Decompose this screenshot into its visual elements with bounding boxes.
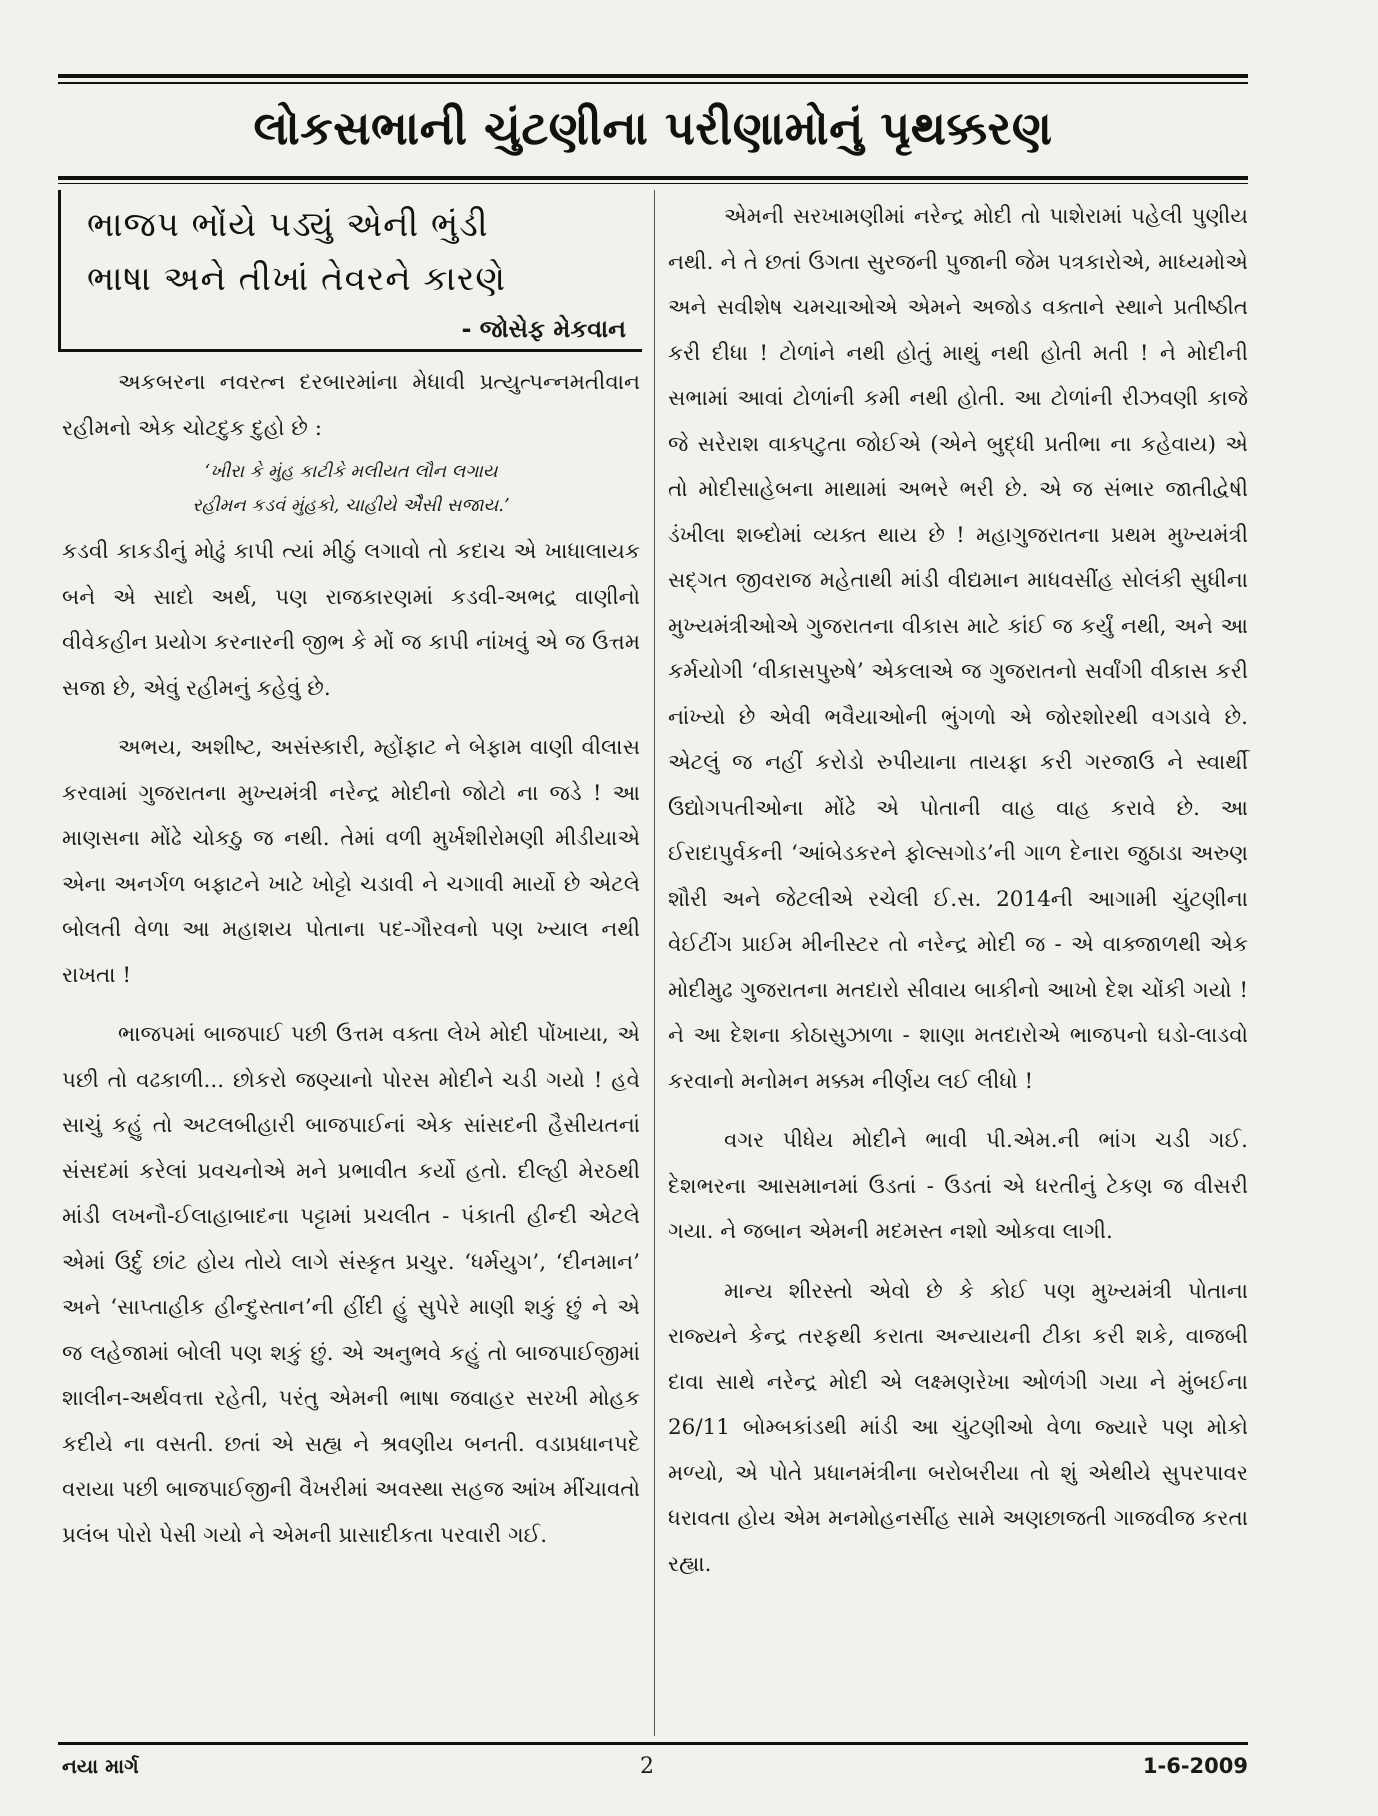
page-number: 2 <box>640 1754 654 1779</box>
paragraph: અભય, અશીષ્ટ, અસંસ્કારી, મ્હોંફાટ ને બેફામ વાણી વીલાસ કરવામાં ગુજરાતના મુખ્યમંત્રી નરેન્દ્ર મોદીનો જોટો ના જડે ! આ માણસના મોંઢે ચોકઠુ જ નથી. તેમાં વળી મુર્ખશીરોમણી મીડીયાએ એના અનર્ગળ બફાટને ખાટે ખોટ્ટો ચડાવી ને ચગાવી માર્યો છે એટલે બોલતી વેળા આ મહાશય પોતાના પદ-ગૌરવનો પણ ખ્યાલ નથી રાખતા ! <box>62 735 640 988</box>
couplet-quote <box>62 455 640 523</box>
top-rule <box>58 74 1248 84</box>
headline-rule <box>58 176 1248 184</box>
right-column <box>668 194 1248 1587</box>
paragraph: કડવી કાકડીનું મોઢું કાપી ત્યાં મીઠું લગાવો તો કદાચ એ ખાધાલાયક બને એ સાદો અર્થ, પણ રાજકારણમાં કડવી-અભદ્ર વાણીનો વીવેકહીન પ્રયોગ કરનારની જીભ કે મોં જ કાપી નાંખવું એ જ ઉત્તમ સજા છે, એવું રહીમનું કહેવું છે. <box>62 539 640 701</box>
left-column <box>62 360 640 1558</box>
publication-name: નયા માર્ગ <box>62 1754 139 1778</box>
page-headline: લોકસભાની ચુંટણીના પરીણામોનું પૃથક્કરણ <box>253 101 1053 155</box>
paragraph: ભાજપમાં બાજપાઈ પછી ઉત્તમ વક્તા લેખે મોદી પોંખાયા, એ પછી તો વઢકાળી... છોકરો જણ્યાનો પોરસ મોદીને ચડી ગયો ! હવે સાચું કહું તો અટલબીહારી બાજપાઈનાં એક સાંસદની હૈસીયતનાં સંસદમાં કરેલાં પ્રવચનોએ મને પ્રભાવીત કર્યો હતો. દીલ્હી મેરઠથી માંડી લખનૌ-ઈલાહાબાદના પટ્ટામાં પ્રચલીત - પંકાતી હીન્દી એટલે એમાં ઉર્દુ છાંટ હોય તોયે લાગે સંસ્કૃત પ્રચુર. ‘ધર્મયુગ’, ‘દીનમાન’ અને ‘સાપ્તાહીક હીન્દુસ્તાન’ની હીંદી હું સુપેરે માણી શકું છું ને એ જ લહેજામાં બોલી પણ શકું છું. એ અનુભવે કહું તો બાજપાઈજીમાં શાલીન-અર્થવત્તા રહેતી, પરંતુ એમની ભાષા જવાહર સરખી મોહક કદીયે ના વસતી. છતાં એ સહ્ય ને શ્રવણીય બનતી. વડાપ્રધાનપદે વરાયા પછી બાજપાઈજીની વૈખરીમાં અવસ્થા સહજ આંખ મીંચાવતો પ્રલંબ પોરો પેસી ગયો ને એમની પ્રાસાદીકતા પરવારી ગઈ. <box>62 1022 640 1548</box>
column-divider <box>654 190 655 1736</box>
article-title-box <box>58 190 642 352</box>
paragraph: માન્ય શીરસ્તો એવો છે કે કોઈ પણ મુખ્યમંત્રી પોતાના રાજ્યને કેન્દ્ર તરફથી કરાતા અન્યાયની ટીકા કરી શકે, વાજબી દાવા સાથે નરેન્દ્ર મોદી એ લક્ષ્મણરેખા ઓળંગી ગયા ને મુંબઈના 26/11 બોમ્બકાંડથી માંડી આ ચુંટણીઓ વેળા જ્યારે પણ મોકો મળ્યો, એ પોતે પ્રધાનમંત્રીના બરોબરીયા તો શું એથીયે સુપરપાવર ધરાવતા હોય એમ મનમોહનસીંહ સામે અણછાજતી ગાજવીજ કરતા રહ્યા. <box>668 1278 1248 1577</box>
article-title-line-2: ભાષા અને તીખાં તેવરને કારણે <box>87 259 507 299</box>
paragraph: એમની સરખામણીમાં નરેન્દ્ર મોદી તો પાશેરામાં પહેલી પુણીય નથી. ને તે છતાં ઉગતા સુરજની પુજાની જેમ પત્રકારોએ, માધ્યમોએ અને સવીશેષ ચમચાઓએ એમને અજોડ વક્તાને સ્થાને પ્રતીષ્ઠીત કરી દીધા ! ટોળાંને નથી હોતું માથું નથી હોતી મતી ! ને મોદીની સભામાં આવાં ટોળાંની કમી નથી હોતી. આ ટોળાંની રીઝવણી કાજે જે સરેરાશ વાક્પટુતા જોઈએ (એને બુદ્ધી પ્રતીભા ના કહેવાય) એ તો મોદીસાહેબના માથામાં અભરે ભરી છે. એ જ સંભાર જાતીદ્વેષી ડંખીલા શબ્દોમાં વ્યક્ત થાય છે ! મહાગુજરાતના પ્રથમ મુખ્યમંત્રી સદ્ગત જીવરાજ મહેતાથી માંડી વીદ્યમાન માધવસીંહ સોલંકી સુધીના મુખ્યમંત્રીઓએ ગુજરાતના વીકાસ માટે કાંઈ જ કર્યું નથી, અને આ કર્મયોગી ‘વીકાસપુરુષે’ એકલાએ જ ગુજરાતનો સર્વાંગી વીકાસ કરી નાંખ્યો છે એવી ભવૈયાઓની ભુંગળો એ જોરશોરથી વગડાવે છે. એટલું જ નહીં કરોડો રુપીયાના તાયફા કરી ગરજાઉ ને સ્વાર્થી ઉદ્યોગપતીઓના મોંઢે એ પોતાની વાહ વાહ કરાવે છે. આ ઈરાદાપુર્વકની ‘આંબેડકરને ફોલ્સગોડ’ની ગાળ દેનારા જુઠાડા અરુણ શૌરી અને જેટલીએ રચેલી ઈ.સ. 2014ની આગામી ચુંટણીના વેઈટીંગ પ્રાઈમ મીનીસ્ટર તો નરેન્દ્ર મોદી જ - એ વાક્જાળથી એક મોદીમુઢ ગુજરાતના મતદારો સીવાય બાકીનો આખો દેશ ચોંકી ગયો ! ને આ દેશના કોઠાસુઝાળા - શાણા મતદારોએ ભાજપનો ઘડો-લાડવો કરવાનો મનોમન મક્કમ નીર્ણય લઈ લીધો ! <box>668 204 1248 1094</box>
quote-line: રહીમન કડવં મુંહકો, ચાહીયે એૈસી સજાય.’ <box>192 495 510 516</box>
article-author: - જોસેફ મેકવાન <box>461 315 626 343</box>
quote-line: ‘ખીરા કે મુંહ કાટીકે મલીયત લૌન લગાય <box>204 461 498 482</box>
paragraph: વગર પીધેય મોદીને ભાવી પી.એમ.ની ભાંગ ચડી ગઈ. દેશભરના આસમાનમાં ઉડતાં - ઉડતાં એ ધરતીનું ટેકણ જ વીસરી ગયા. ને જબાન એમની મદમસ્ત નશો ઓકવા લાગી. <box>668 1128 1248 1244</box>
footer-rule <box>58 1742 1248 1745</box>
issue-date: 1-6-2009 <box>1142 1754 1248 1778</box>
article-title-line-1: ભાજપ ભોંયે પડ્યું એની ભુંડી <box>87 205 489 245</box>
paragraph: અકબરના નવરત્ન દરબારમાંના મેધાવી પ્રત્યુત્પન્નમતીવાન રહીમનો એક ચોટદુક દુહો છે : <box>62 370 640 441</box>
